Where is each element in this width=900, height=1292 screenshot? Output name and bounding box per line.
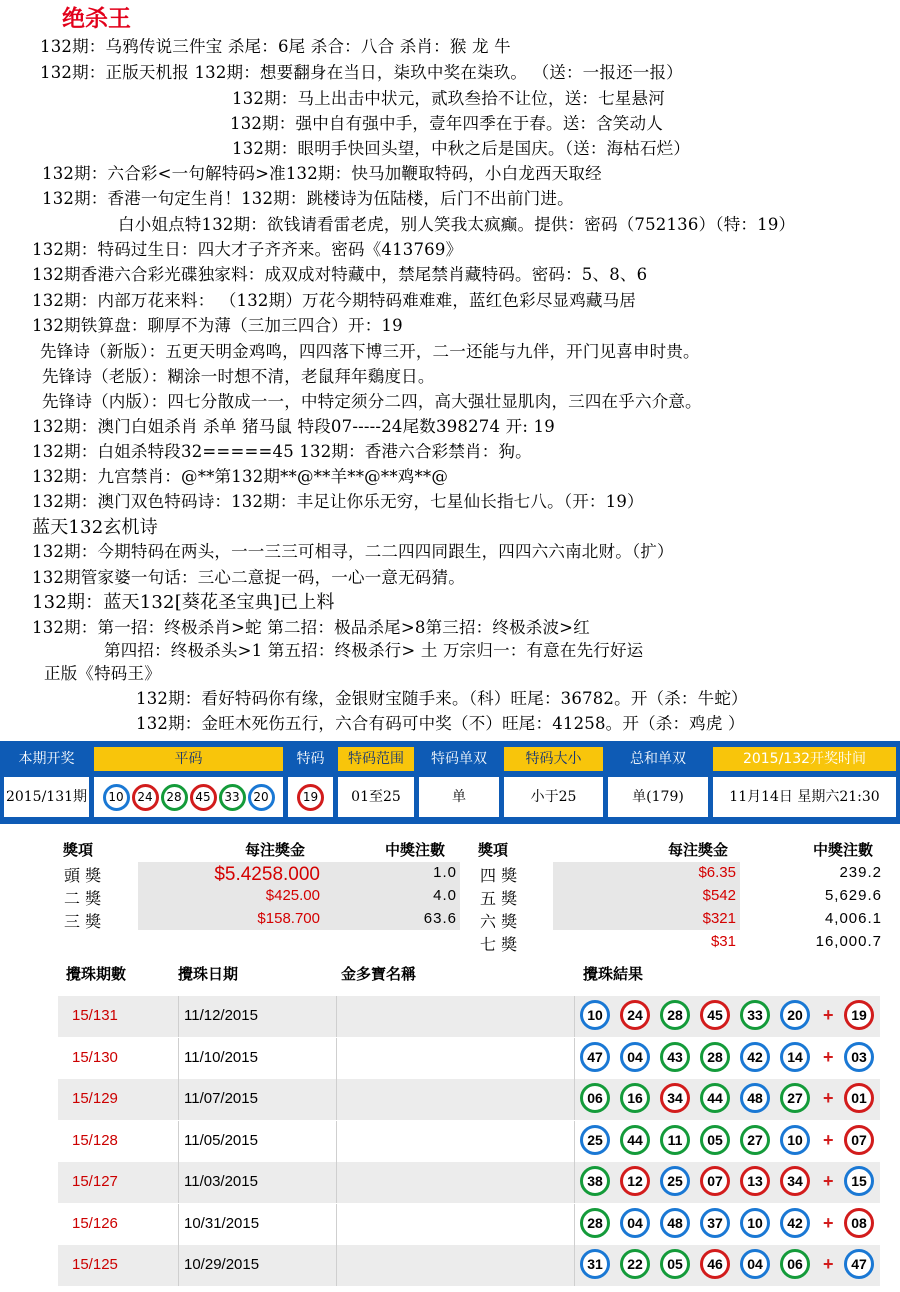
prize-count: 4,006.1	[824, 910, 882, 927]
result-ball: 28	[660, 1000, 690, 1030]
result-ball: 25	[580, 1125, 610, 1155]
result-special-ball: 47	[844, 1249, 874, 1279]
prize-amount: $158.700	[257, 910, 320, 927]
table-row	[58, 1079, 880, 1120]
prize-count: 16,000.7	[815, 933, 882, 950]
forecast-line: 132期管家婆一句话：三心二意捉一码，一心一意无码猜。	[32, 568, 465, 587]
result-ball: 06	[580, 1083, 610, 1113]
prize-amount: $425.00	[265, 887, 320, 904]
col-divider	[574, 1038, 575, 1079]
result-special-ball: 08	[844, 1208, 874, 1238]
normal-balls	[94, 777, 283, 817]
col-divider	[574, 1121, 575, 1162]
draw-date: 11/07/2015	[184, 1090, 258, 1107]
history-header-period: 攪珠期數	[66, 965, 127, 983]
col-divider	[336, 1079, 337, 1120]
draw-period: 15/129	[72, 1090, 118, 1107]
plus-sign: +	[823, 1171, 834, 1191]
draw-date: 11/05/2015	[184, 1131, 258, 1149]
result-ball: 04	[620, 1208, 650, 1238]
forecast-line: 先锋诗（老版）：糊涂一时想不清，老鼠拜年鷄度日。	[42, 367, 435, 386]
forecast-line: 132期：澳门白姐杀肖 杀单 猪马鼠 特段07-----24尾数398274 开: 19	[32, 417, 555, 436]
prize-name: 六 獎	[480, 912, 518, 931]
prize-count: 1.0	[433, 864, 457, 881]
draw-period: 15/130	[72, 1048, 118, 1066]
result-special-ball: 07	[844, 1125, 874, 1155]
table-row	[58, 1038, 880, 1079]
col-divider	[574, 1162, 575, 1203]
header-normal-numbers: 平码	[94, 747, 283, 771]
forecast-line: 132期：六合彩<一句解特码>准132期：快马加鞭取特码，小白龙西天取经	[42, 164, 602, 183]
draw-period: 15/127	[72, 1173, 118, 1190]
prize-header-count: 中獎注數	[813, 841, 874, 859]
normal-ball: 33	[219, 784, 246, 811]
result-ball: 24	[620, 1000, 650, 1030]
special-ball: 19	[297, 784, 324, 811]
forecast-line: 132期：特码过生日：四大才子齐齐来。密码《413769》	[32, 240, 463, 259]
col-divider	[178, 1204, 179, 1245]
plus-sign: +	[823, 1254, 834, 1274]
draw-date: 11/12/2015	[184, 1007, 258, 1024]
prize-name: 五 獎	[480, 889, 518, 908]
col-divider	[574, 1245, 575, 1286]
prize-header-amount: 每注獎金	[668, 841, 729, 859]
result-ball: 28	[700, 1042, 730, 1072]
result-ball: 22	[620, 1249, 650, 1279]
forecast-line: 132期：强中自有强中手，壹年四季在于春。送：含笑动人	[230, 114, 663, 133]
forecast-line: 先锋诗（内版）：四七分散成一一，中特定须分二四，高大强壮显肌肉，三四在乎六介意。	[42, 392, 702, 411]
forecast-line: 132期：金旺木死伤五行，六合有码可中奖（不）旺尾：41258。开（杀：鸡虎 ）	[136, 714, 745, 733]
forecast-line: 132期：白姐杀特段32=====45 132期：香港六合彩禁肖：狗。	[32, 442, 532, 461]
col-divider	[178, 1038, 179, 1079]
col-divider	[336, 1038, 337, 1079]
prize-name: 頭 獎	[64, 866, 102, 885]
prize-amount: $31	[710, 933, 736, 950]
result-ball: 47	[580, 1042, 610, 1072]
prize-amount: $542	[702, 887, 736, 904]
result-ball: 12	[620, 1166, 650, 1196]
plus-sign: +	[823, 1212, 834, 1233]
draw-date: 11/03/2015	[184, 1173, 258, 1190]
sum-odd-even: 单(179)	[608, 777, 708, 817]
result-ball: 44	[620, 1125, 650, 1155]
result-ball: 06	[780, 1249, 810, 1279]
draw-date: 11/10/2015	[184, 1048, 258, 1066]
next-draw-time: 11月14日 星期六21:30	[713, 777, 896, 817]
result-ball: 04	[620, 1042, 650, 1072]
prize-count: 4.0	[433, 887, 457, 904]
prize-count: 239.2	[839, 864, 882, 881]
draw-period: 15/131	[72, 1007, 118, 1024]
result-ball: 28	[580, 1208, 610, 1238]
result-ball: 10	[740, 1208, 770, 1238]
result-ball: 27	[780, 1083, 810, 1113]
prize-amount: $6.35	[698, 864, 736, 881]
prize-header-amount: 每注獎金	[245, 841, 306, 859]
result-ball: 33	[740, 1000, 770, 1030]
forecast-line: 132期：马上出击中状元，贰玖叁拾不让位，送：七星悬河	[232, 89, 665, 108]
col-divider	[178, 996, 179, 1037]
forecast-line: 白小姐点特132期：欲钱请看雷老虎，别人笑我太疯癫。提供：密码（752136）（特：19）	[118, 215, 796, 234]
special-ball-cell	[288, 777, 333, 817]
prize-name: 三 獎	[64, 912, 102, 931]
result-ball: 42	[740, 1042, 770, 1072]
forecast-line: 132期：蓝天132[葵花圣宝典]已上料	[32, 592, 335, 613]
forecast-line: 132期：乌鸦传说三件宝 杀尾：6尾 杀合：八合 杀肖：猴 龙 牛	[40, 37, 511, 56]
result-ball: 31	[580, 1249, 610, 1279]
page-title: 绝杀王	[62, 5, 131, 32]
col-divider	[178, 1121, 179, 1162]
header-special-odd-even: 特码单双	[419, 747, 499, 771]
table-row	[58, 996, 880, 1037]
prize-header-count: 中獎注數	[385, 841, 446, 859]
result-special-ball: 03	[844, 1042, 874, 1072]
col-divider	[336, 1204, 337, 1245]
table-row	[58, 1204, 880, 1245]
result-ball: 34	[780, 1166, 810, 1196]
forecast-line: 132期：九宫禁肖：@**第132期**@**羊**@**鸡**@	[32, 467, 449, 486]
prize-count: 5,629.6	[824, 887, 882, 904]
header-special-number: 特码	[288, 747, 333, 771]
forecast-line: 132期：澳门双色特码诗：132期：丰足让你乐无穷，七星仙长指七八。（开：19）	[32, 492, 644, 511]
result-ball: 07	[700, 1166, 730, 1196]
col-divider	[574, 1204, 575, 1245]
col-divider	[336, 1121, 337, 1162]
result-ball: 34	[660, 1083, 690, 1113]
result-ball: 04	[740, 1249, 770, 1279]
draw-period: 15/128	[72, 1131, 118, 1149]
result-ball: 10	[580, 1000, 610, 1030]
result-ball: 42	[780, 1208, 810, 1238]
result-ball: 37	[700, 1208, 730, 1238]
special-range: 01至25	[338, 777, 414, 817]
prize-name: 二 獎	[64, 889, 102, 908]
col-divider	[336, 996, 337, 1037]
col-divider	[178, 1079, 179, 1120]
header-current-draw: 本期开奖	[4, 747, 89, 771]
normal-ball: 45	[190, 784, 217, 811]
special-size: 小于25	[504, 777, 603, 817]
forecast-line: 132期：香港一句定生肖！132期：跳楼诗为伍陆楼，后门不出前门进。	[42, 189, 574, 208]
plus-sign: +	[823, 1088, 834, 1108]
col-divider	[178, 1245, 179, 1286]
result-ball: 48	[660, 1208, 690, 1238]
result-ball: 45	[700, 1000, 730, 1030]
header-special-size: 特码大小	[504, 747, 603, 771]
forecast-line: 132期：看好特码你有缘，金银财宝随手来。（科）旺尾：36782。开（杀：牛蛇）	[136, 689, 748, 708]
forecast-line: 132期：第一招：终极杀肖>蛇 第二招：极品杀尾>8第三招：终极杀波>红	[32, 618, 590, 637]
prize-header-item: 獎項	[478, 841, 509, 859]
header-sum-odd-even: 总和单双	[608, 747, 708, 771]
prize-amount: $5.4258.000	[214, 864, 320, 885]
history-header-result: 攪珠結果	[583, 965, 644, 983]
prize-name: 四 獎	[480, 866, 518, 885]
result-ball: 13	[740, 1166, 770, 1196]
forecast-line: 132期香港六合彩光碟独家料：成双成对特藏中，禁尾禁肖藏特码。密码：5、8、6	[32, 265, 648, 284]
result-ball: 05	[700, 1125, 730, 1155]
forecast-line: 蓝天132玄机诗	[32, 517, 158, 538]
col-divider	[574, 1079, 575, 1120]
plus-sign: +	[823, 1046, 834, 1067]
result-special-ball: 01	[844, 1083, 874, 1113]
result-ball: 16	[620, 1083, 650, 1113]
special-odd-even: 单	[419, 777, 499, 817]
draw-period: 15/126	[72, 1214, 118, 1232]
forecast-line: 132期：内部万花来料： （132期）万花今期特码难难难，蓝红色彩尽显鸡藏马居	[32, 291, 637, 310]
result-ball: 46	[700, 1249, 730, 1279]
table-row	[58, 1121, 880, 1162]
draw-date: 10/29/2015	[184, 1256, 260, 1273]
draw-period: 2015/131期	[4, 777, 89, 817]
result-ball: 10	[780, 1125, 810, 1155]
prize-name: 七 獎	[480, 935, 518, 954]
plus-sign: +	[823, 1005, 834, 1025]
result-ball: 38	[580, 1166, 610, 1196]
forecast-line: 132期：正版天机报 132期：想要翻身在当日，柒玖中奖在柒玖。 （送：一报还一报）	[40, 63, 683, 82]
result-ball: 44	[700, 1083, 730, 1113]
col-divider	[336, 1162, 337, 1203]
result-ball: 20	[780, 1000, 810, 1030]
result-ball: 27	[740, 1125, 770, 1155]
col-divider	[574, 996, 575, 1037]
forecast-line: 正版《特码王》	[44, 664, 161, 683]
result-ball: 43	[660, 1042, 690, 1072]
table-row	[58, 1162, 880, 1203]
header-next-draw-time: 2015/132开奖时间	[713, 747, 896, 771]
result-ball: 48	[740, 1083, 770, 1113]
table-row	[58, 1245, 880, 1286]
result-special-ball: 15	[844, 1166, 874, 1196]
header-special-range: 特码范围	[338, 747, 414, 771]
col-divider	[178, 1162, 179, 1203]
history-header-name: 金多寶名稱	[341, 965, 417, 983]
plus-sign: +	[823, 1129, 834, 1150]
forecast-line: 第四招：终极杀头>1 第五招：终极杀行> 土 万宗归一：有意在先行好运	[104, 641, 644, 660]
prize-amount: $321	[702, 910, 736, 927]
forecast-line: 132期：今期特码在两头，一一三三可相寻，二二四四同跟生，四四六六南北财。（扩）	[32, 542, 674, 561]
forecast-line: 先锋诗（新版）：五更天明金鸡鸣，四四落下博三开，二一还能与九伴，开门见喜申时贵。	[40, 342, 700, 361]
normal-ball: 28	[161, 784, 188, 811]
draw-result-table	[0, 741, 900, 824]
draw-period: 15/125	[72, 1256, 118, 1273]
prize-count: 63.6	[423, 910, 457, 927]
history-header-date: 攪珠日期	[178, 965, 239, 983]
normal-ball: 24	[132, 784, 159, 811]
normal-ball: 10	[103, 784, 130, 811]
result-ball: 05	[660, 1249, 690, 1279]
prize-header-item: 獎項	[63, 841, 94, 859]
result-ball: 11	[660, 1125, 690, 1155]
forecast-line: 132期：眼明手快回头望，中秋之后是国庆。（送：海枯石烂）	[232, 139, 691, 158]
draw-date: 10/31/2015	[184, 1214, 260, 1232]
forecast-line: 132期铁算盘：聊厚不为薄（三加三四合）开：19	[32, 316, 403, 335]
col-divider	[336, 1245, 337, 1286]
result-special-ball: 19	[844, 1000, 874, 1030]
normal-ball: 20	[248, 784, 275, 811]
result-ball: 25	[660, 1166, 690, 1196]
result-ball: 14	[780, 1042, 810, 1072]
